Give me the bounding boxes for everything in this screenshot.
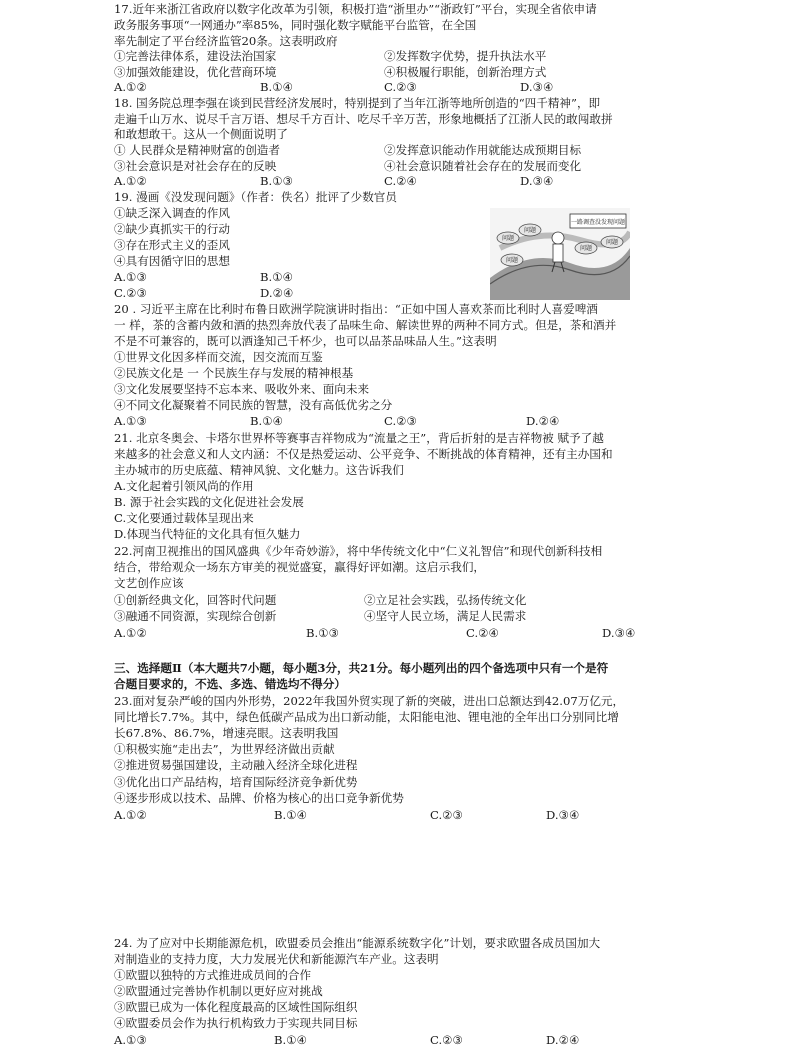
q21-option-c[interactable]: C.文化要通过载体呈现出来 (114, 511, 254, 525)
q17-items-row-1 (114, 49, 734, 63)
q22-option-b[interactable]: B.①③ (306, 626, 339, 640)
q21-option-a[interactable]: A.文化起着引领风尚的作用 (114, 479, 254, 493)
section-3-heading-line-2: 合题目要求的，不选、多选、错选均不得分） (114, 677, 346, 691)
q18-items-row-2 (114, 159, 734, 173)
q24-option-b[interactable]: B.①④ (274, 1033, 307, 1047)
q20-item-2: ②民族文化是 一 个民族生存与发展的精神根基 (114, 366, 354, 380)
q17-options (114, 80, 734, 94)
q17-option-c[interactable]: C.②③ (384, 80, 417, 94)
q20-stem-line-2: 一 样，茶的含蓄内敛和酒的热烈奔放代表了品味生命、解读世界的两种不同方式。但是，茶和酒并 (114, 318, 617, 332)
q22-item-3: ③融通不同资源，实现综合创新 (114, 609, 277, 623)
q19-stem: 19. 漫画《没发现问题》（作者：佚名）批评了少数官员 (114, 190, 397, 204)
q19-option-d[interactable]: D.②④ (260, 286, 294, 300)
q21-stem-line-2: 来越多的社会意义和人文内涵：不仅是热爱运动、公平竞争、不断挑战的体育精神，还有主办国和 (114, 447, 613, 461)
q21-option-b[interactable]: B. 源于社会实践的文化促进社会发展 (114, 495, 304, 509)
q17-items-row-2 (114, 65, 734, 79)
q19-item-1: ①缺乏深入调查的作风 (114, 206, 230, 220)
q19-cartoon-stone-3: 问题 (505, 257, 519, 264)
q20-stem-line-3: 不是不可兼容的，既可以酒逢知己千杯少，也可以品茶品味品人生。”这表明 (114, 334, 497, 348)
q23-stem-line-2: 同比增长7.7%。其中，绿色低碳产品成为出口新动能，太阳能电池、锂电池的全年出口分别同比增 (114, 710, 619, 724)
q23-option-d[interactable]: D.③④ (546, 808, 580, 822)
q17-item-4: ④积极履行职能，创新治理方式 (384, 65, 547, 79)
q18-items-row-1 (114, 143, 734, 157)
q24-options (114, 1033, 734, 1047)
q19-item-4: ④具有因循守旧的思想 (114, 254, 230, 268)
q17-stem-line-3: 率先制定了平台经济监管20条。这表明政府 (114, 34, 338, 48)
q23-item-4: ④逐步形成以技术、品牌、价格为核心的出口竞争新优势 (114, 791, 404, 805)
q17-item-1: ①完善法律体系，建设法治国家 (114, 49, 277, 63)
q17-item-3: ③加强效能建设，优化营商环境 (114, 65, 277, 79)
q23-options (114, 808, 734, 822)
q20-stem-line-1: 20 . 习近平主席在比利时布鲁日欧洲学院演讲时指出：“正如中国人喜欢茶而比利时人喜爱啤酒 (114, 302, 598, 316)
q19-option-c[interactable]: C.②③ (114, 286, 147, 300)
q23-item-1: ①积极实施“走出去”，为世界经济做出贡献 (114, 742, 335, 756)
q22-stem-line-1: 22.河南卫视推出的国风盛典《少年奇妙游》，将中华传统文化中“仁义礼智信”和现代创新科技相 (114, 544, 603, 558)
q18-stem-line-1: 18. 国务院总理李强在谈到民营经济发展时，特别提到了当年江浙等地所创造的“四千精神”，即 (114, 96, 601, 110)
q18-option-c[interactable]: C.②④ (384, 174, 417, 188)
q23-item-3: ③优化出口产品结构，培育国际经济竞争新优势 (114, 775, 358, 789)
q22-option-d[interactable]: D.③④ (602, 626, 636, 640)
q18-item-3: ③社会意识是对社会存在的反映 (114, 159, 277, 173)
q21-option-d[interactable]: D.体现当代特征的文化具有恒久魅力 (114, 527, 301, 541)
q18-item-1: ① 人民群众是精神财富的创造者 (114, 143, 280, 157)
q22-item-4: ④坚守人民立场，满足人民需求 (364, 609, 527, 623)
q19-cartoon-stone-2: 问题 (523, 227, 537, 234)
q24-item-1: ①欧盟以独特的方式推进成员间的合作 (114, 968, 312, 982)
q18-options (114, 174, 734, 188)
q23-item-2: ②推进贸易强国建设，主动融入经济全球化进程 (114, 758, 358, 772)
q18-stem-line-3: 和敢想敢干。这从一个侧面说明了 (114, 127, 288, 141)
q23-stem-line-3: 长67.8%、86.7%，增速亮眼。这表明我国 (114, 726, 339, 740)
q19-cartoon-stone-1: 问题 (501, 235, 515, 242)
q18-stem-line-2: 走遍千山万水、说尽千言万语、想尽千方百计、吃尽千辛万苦，形象地概括了江浙人民的敢闯敢拼 (114, 112, 613, 126)
q20-option-c[interactable]: C.②③ (384, 414, 417, 428)
q24-item-2: ②欧盟通过完善协作机制以更好应对挑战 (114, 984, 323, 998)
q23-stem-line-1: 23.面对复杂严峻的国内外形势，2022年我国外贸实现了新的突破，进出口总额达到42.07万亿元， (114, 694, 625, 708)
q22-stem-line-2: 结合，带给观众一场东方审美的视觉盛宴，赢得好评如潮。这启示我们， (114, 560, 486, 574)
q22-option-c[interactable]: C.②④ (466, 626, 499, 640)
q24-stem-line-2: 对制造业的支持力度，大力发展光伏和新能源汽车产业。这表明 (114, 952, 439, 966)
q24-option-a[interactable]: A.①③ (114, 1033, 147, 1047)
q19-options-row-1 (114, 270, 734, 284)
q22-stem-line-3: 文艺创作应该 (114, 576, 184, 590)
q24-item-3: ③欧盟已成为一体化程度最高的区域性国际组织 (114, 1000, 358, 1014)
q22-items-row-1 (114, 593, 734, 607)
q24-stem-line-1: 24. 为了应对中长期能源危机，欧盟委员会推出“能源系统数字化”计划，要求欧盟各成员国加大 (114, 936, 601, 950)
q24-item-4: ④欧盟委员会作为执行机构致力于实现共同目标 (114, 1016, 358, 1030)
q22-items-row-2 (114, 609, 734, 623)
q18-option-b[interactable]: B.①③ (260, 174, 293, 188)
q20-options (114, 414, 734, 428)
q21-stem-line-3: 主办城市的历史底蕴、精神风貌、文化魅力。这告诉我们 (114, 463, 404, 477)
q24-option-c[interactable]: C.②③ (430, 1033, 463, 1047)
q18-option-d[interactable]: D.③④ (520, 174, 554, 188)
q18-item-4: ④社会意识随着社会存在的发展而变化 (384, 159, 582, 173)
q20-item-4: ④不同文化凝聚着不同民族的智慧，没有高低优劣之分 (114, 398, 393, 412)
q22-item-2: ②立足社会实践，弘扬传统文化 (364, 593, 527, 607)
q19-cartoon-stone-5: 问题 (605, 239, 619, 246)
q19-cartoon-stone-4: 问题 (579, 245, 593, 252)
q19-option-a[interactable]: A.①③ (114, 270, 147, 284)
q21-stem-line-1: 21. 北京冬奥会、卡塔尔世界杯等赛事吉祥物成为“流量之王”，背后折射的是吉祥物被 赋予了越 (114, 431, 604, 445)
section-3-heading-line-1: 三、选择题Ⅱ（本大题共7小题，每小题3分，共21分。每小题列出的四个备选项中只有一个是符 (114, 661, 609, 675)
q19-option-b[interactable]: B.①④ (260, 270, 293, 284)
q23-option-b[interactable]: B.①④ (274, 808, 307, 822)
q17-stem-line-1: 17.近年来浙江省政府以数字化改革为引领，积极打造“浙里办”“浙政钉”平台，实现全省依申请 (114, 2, 597, 16)
q22-option-a[interactable]: A.①② (114, 626, 147, 640)
q19-item-3: ③存在形式主义的歪风 (114, 238, 230, 252)
q20-option-d[interactable]: D.②④ (526, 414, 560, 428)
q20-item-1: ①世界文化因多样而交流，因交流而互鉴 (114, 350, 323, 364)
q19-cartoon-illustration (490, 208, 630, 300)
q19-item-2: ②缺少真抓实干的行动 (114, 222, 230, 236)
q24-option-d[interactable]: D.②④ (546, 1033, 580, 1047)
q17-option-d[interactable]: D.③④ (520, 80, 554, 94)
q17-item-2: ②发挥数字优势，提升执法水平 (384, 49, 547, 63)
q17-option-b[interactable]: B.①④ (260, 80, 293, 94)
q17-option-a[interactable]: A.①② (114, 80, 147, 94)
q20-option-b[interactable]: B.①④ (250, 414, 283, 428)
q20-item-3: ③文化发展要坚持不忘本来、吸收外来、面向未来 (114, 382, 370, 396)
q19-options-row-2 (114, 286, 734, 300)
q18-item-2: ②发挥意识能动作用就能达成预期目标 (384, 143, 582, 157)
q23-option-a[interactable]: A.①② (114, 808, 147, 822)
q22-options (114, 626, 734, 640)
q22-item-1: ①创新经典文化，回答时代问题 (114, 593, 277, 607)
q23-option-c[interactable]: C.②③ (430, 808, 463, 822)
q19-cartoon-sign: 一路调查没发现问题 (570, 219, 626, 226)
q18-option-a[interactable]: A.①② (114, 174, 147, 188)
q17-stem-line-2: 政务服务事项“一网通办”率85%，同时强化数字赋能平台监管，在全国 (114, 18, 477, 32)
q20-option-a[interactable]: A.①③ (114, 414, 147, 428)
